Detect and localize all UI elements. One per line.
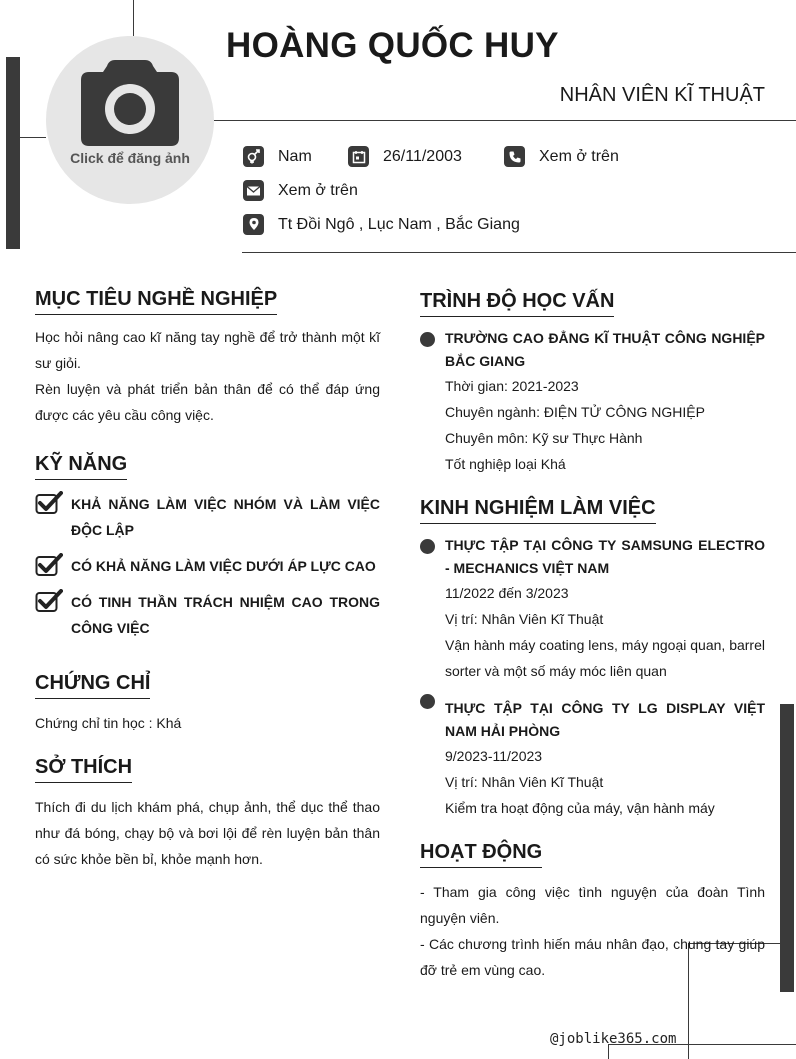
gender-value: Nam — [278, 147, 312, 165]
education-line: Chuyên môn: Kỹ sư Thực Hành — [445, 430, 643, 446]
profile-photo-upload[interactable] — [46, 36, 214, 204]
job-description: Kiểm tra hoạt động của máy, vận hành máy — [445, 800, 715, 816]
gender-icon — [243, 146, 264, 167]
school-name: TRƯỜNG CAO ĐẲNG KĨ THUẬT CÔNG NGHIỆP BẮC GIANG — [445, 330, 765, 369]
skill-item — [35, 553, 380, 579]
map-pin-icon — [243, 214, 264, 235]
job-period: 9/2023-11/2023 — [445, 748, 543, 764]
phone-field — [504, 146, 619, 167]
activities-section — [420, 841, 765, 983]
objective-line: Học hỏi nâng cao kĩ năng tay nghề để trở thành một kĩ sư giỏi. — [35, 329, 380, 371]
bullet-dot — [420, 539, 435, 554]
company-name: THỰC TẬP TẠI CÔNG TY LG DISPLAY VIỆT NAM HẢI PHÒNG — [445, 700, 765, 739]
certificates-text: Chứng chỉ tin học : Khá — [35, 715, 182, 731]
education-title: TRÌNH ĐỘ HỌC VẤN — [420, 290, 614, 317]
job-description: Vận hành máy coating lens, máy ngoại quan, barrel sorter và một số máy móc liên quan — [445, 637, 765, 679]
experience-title: KINH NGHIỆM LÀM VIỆC — [420, 497, 656, 524]
education-line: Thời gian: 2021-2023 — [445, 378, 579, 394]
job-position: Vị trí: Nhân Viên Kĩ Thuật — [445, 774, 604, 790]
activities-text — [420, 879, 765, 983]
calendar-icon — [348, 146, 369, 167]
objective-title: MỤC TIÊU NGHỀ NGHIỆP — [35, 288, 277, 315]
objective-text — [35, 324, 380, 428]
job-title: NHÂN VIÊN KĨ THUẬT — [559, 84, 765, 106]
header-divider — [214, 120, 796, 121]
address-field — [243, 214, 520, 235]
hobbies-text: Thích đi du lịch khám phá, chụp ảnh, thể dục thể thao như đá bóng, chạy bộ và bơi lội để rèn luyện bản thân có sức khỏe bền bỉ, khỏe mạnh hơn. — [35, 799, 380, 867]
experience-entry — [420, 534, 765, 684]
hobbies-section — [35, 756, 380, 872]
address-value: Tt Đồi Ngô , Lục Nam , Bắc Giang — [278, 215, 520, 233]
education-entry — [420, 327, 765, 477]
certificates-title: CHỨNG CHỈ — [35, 672, 150, 699]
job-period: 11/2022 đến 3/2023 — [445, 585, 569, 601]
right-accent-bar — [780, 704, 794, 992]
skills-list — [35, 491, 380, 641]
skill-label: CÓ TINH THẦN TRÁCH NHIỆM CAO TRONG CÔNG VIỆC — [71, 594, 380, 636]
bullet-dot — [420, 332, 435, 347]
checkbox-checked-icon — [35, 589, 63, 613]
activity-line: - Các chương trình hiến máu nhân đạo, chung tay giúp đỡ trẻ em vùng cao. — [420, 936, 765, 978]
envelope-icon — [243, 180, 264, 201]
skills-title: KỸ NĂNG — [35, 453, 127, 480]
skill-item — [35, 589, 380, 641]
hobbies-title: SỞ THÍCH — [35, 756, 132, 783]
activities-title: HOẠT ĐỘNG — [420, 841, 542, 868]
skill-item — [35, 491, 380, 543]
camera-icon — [79, 58, 181, 146]
activity-line: - Tham gia công việc tình nguyện của đoàn Tình nguyện viên. — [420, 884, 765, 926]
education-section — [420, 290, 765, 477]
birthday-value: 26/11/2003 — [383, 147, 462, 165]
experience-section — [420, 497, 765, 821]
objective-section — [35, 288, 380, 428]
header-left-line — [20, 137, 46, 138]
left-accent-bar — [6, 57, 20, 249]
watermark-link[interactable]: @joblike365.com — [550, 1031, 677, 1047]
gender-field — [243, 146, 312, 167]
company-name: THỰC TẬP TẠI CÔNG TY SAMSUNG ELECTRO - MECHANICS VIỆT NAM — [445, 537, 765, 576]
objective-line: Rèn luyện và phát triển bản thân để có thể đáp ứng được các yêu cầu công việc. — [35, 381, 380, 423]
email-field — [243, 180, 358, 201]
left-column — [35, 288, 380, 872]
checkbox-checked-icon — [35, 553, 63, 577]
header-vertical-line — [133, 0, 134, 36]
checkbox-checked-icon — [35, 491, 63, 515]
skills-section — [35, 453, 380, 641]
candidate-name: HOÀNG QUỐC HUY — [226, 26, 559, 65]
birthday-field — [348, 146, 462, 167]
phone-value: Xem ở trên — [539, 147, 619, 165]
info-divider — [242, 252, 796, 253]
certificates-section — [35, 672, 380, 736]
skill-label: CÓ KHẢ NĂNG LÀM VIỆC DƯỚI ÁP LỰC CAO — [71, 558, 376, 574]
right-column — [420, 290, 765, 983]
experience-entry — [420, 692, 765, 821]
education-line: Chuyên ngành: ĐIỆN TỬ CÔNG NGHIỆP — [445, 404, 705, 420]
job-position: Vị trí: Nhân Viên Kĩ Thuật — [445, 611, 604, 627]
bullet-dot — [420, 694, 435, 709]
photo-caption: Click để đăng ảnh — [70, 150, 190, 166]
education-line: Tốt nghiệp loại Khá — [445, 456, 566, 472]
email-value: Xem ở trên — [278, 181, 358, 199]
skill-label: KHẢ NĂNG LÀM VIỆC NHÓM VÀ LÀM VIỆC ĐỘC LẬP — [71, 496, 380, 538]
phone-icon — [504, 146, 525, 167]
